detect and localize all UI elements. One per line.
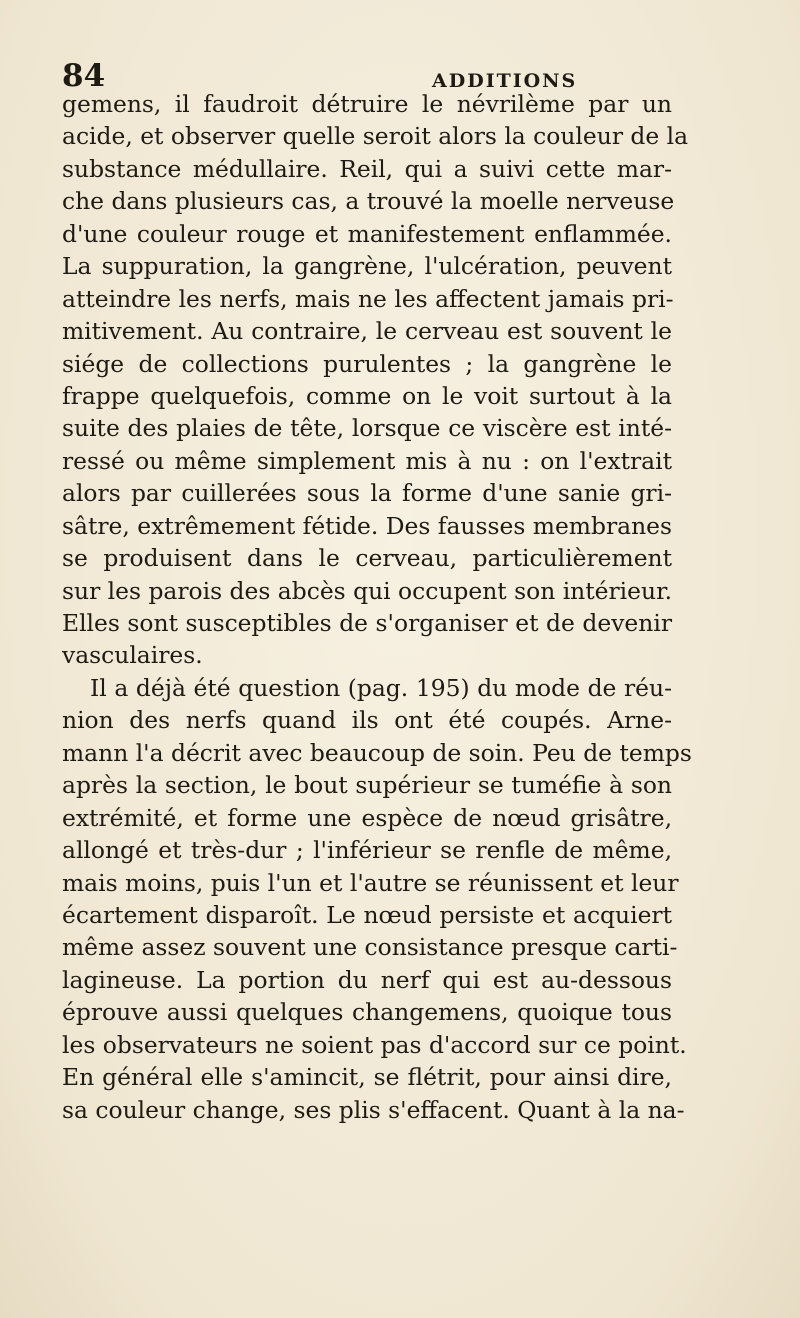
paragraph-end-line: vasculaires. [62, 641, 203, 670]
text-line: d'une couleur rouge et manifestement enflammée. [62, 219, 672, 248]
text-line: se produisent dans le cerveau, particulièrement [62, 544, 672, 573]
body-text [62, 88, 692, 1126]
text-line: nion des nerfs quand ils ont été coupés. Arne- [62, 706, 672, 735]
text-line: frappe quelquefois, comme on le voit surtout à la [62, 381, 672, 410]
text-line: ressé ou même simplement mis à nu : on l'extrait [62, 446, 672, 475]
text-line: même assez souvent une consistance presque carti- [62, 933, 678, 962]
text-line: La suppuration, la gangrène, l'ulcération, peuvent [62, 252, 672, 281]
text-line: atteindre les nerfs, mais ne les affectent jamais pri- [62, 284, 674, 313]
text-line: sâtre, extrêmement fétide. Des fausses membranes [62, 511, 672, 540]
text-line: allongé et très-dur ; l'inférieur se renfle de même, [62, 836, 672, 865]
text-line: suite des plaies de tête, lorsque ce viscère est inté- [62, 414, 672, 443]
text-line: après la section, le bout supérieur se tuméfie à son [62, 771, 672, 800]
text-line: écartement disparoît. Le nœud persiste et acquiert [62, 900, 672, 929]
text-line: sa couleur change, ses plis s'effacent. Quant à la na- [62, 1095, 685, 1124]
text-line: substance médullaire. Reil, qui a suivi cette mar- [62, 154, 672, 183]
page-header [62, 42, 670, 94]
text-line: gemens, il faudroit détruire le névrilème par un [62, 90, 672, 118]
text-line: siége de collections purulentes ; la gangrène le [62, 349, 672, 378]
text-line: sur les parois des abcès qui occupent son intérieur. [62, 576, 673, 605]
text-line: lagineuse. La portion du nerf qui est au-dessous [62, 965, 672, 994]
text-line: Elles sont susceptibles de s'organiser et de devenir [62, 609, 672, 637]
text-line: extrémité, et forme une espèce de nœud grisâtre, [62, 803, 672, 832]
text-line: éprouve aussi quelques changemens, quoique tous [62, 998, 672, 1027]
text-line: acide, et observer quelle seroit alors la couleur de la [62, 122, 689, 151]
text-line: che dans plusieurs cas, a trouvé la moelle nerveuse [62, 187, 675, 216]
page-number: 84 [62, 58, 106, 94]
text-line: En général elle s'amincit, se flétrit, pour ainsi dire, [62, 1063, 672, 1092]
text-line: mais moins, puis l'un et l'autre se réunissent et leur [62, 868, 679, 897]
running-head: ADDITIONS [432, 70, 578, 92]
text-line: les observateurs ne soient pas d'accord sur ce point. [62, 1030, 687, 1059]
paragraph-start-line: Il a déjà été question (pag. 195) du mode de réu- [90, 673, 672, 702]
text-line: mann l'a décrit avec beaucoup de soin. Peu de temps [62, 738, 692, 767]
text-line: alors par cuillerées sous la forme d'une sanie gri- [62, 479, 672, 508]
text-line: mitivement. Au contraire, le cerveau est souvent le [62, 317, 672, 346]
